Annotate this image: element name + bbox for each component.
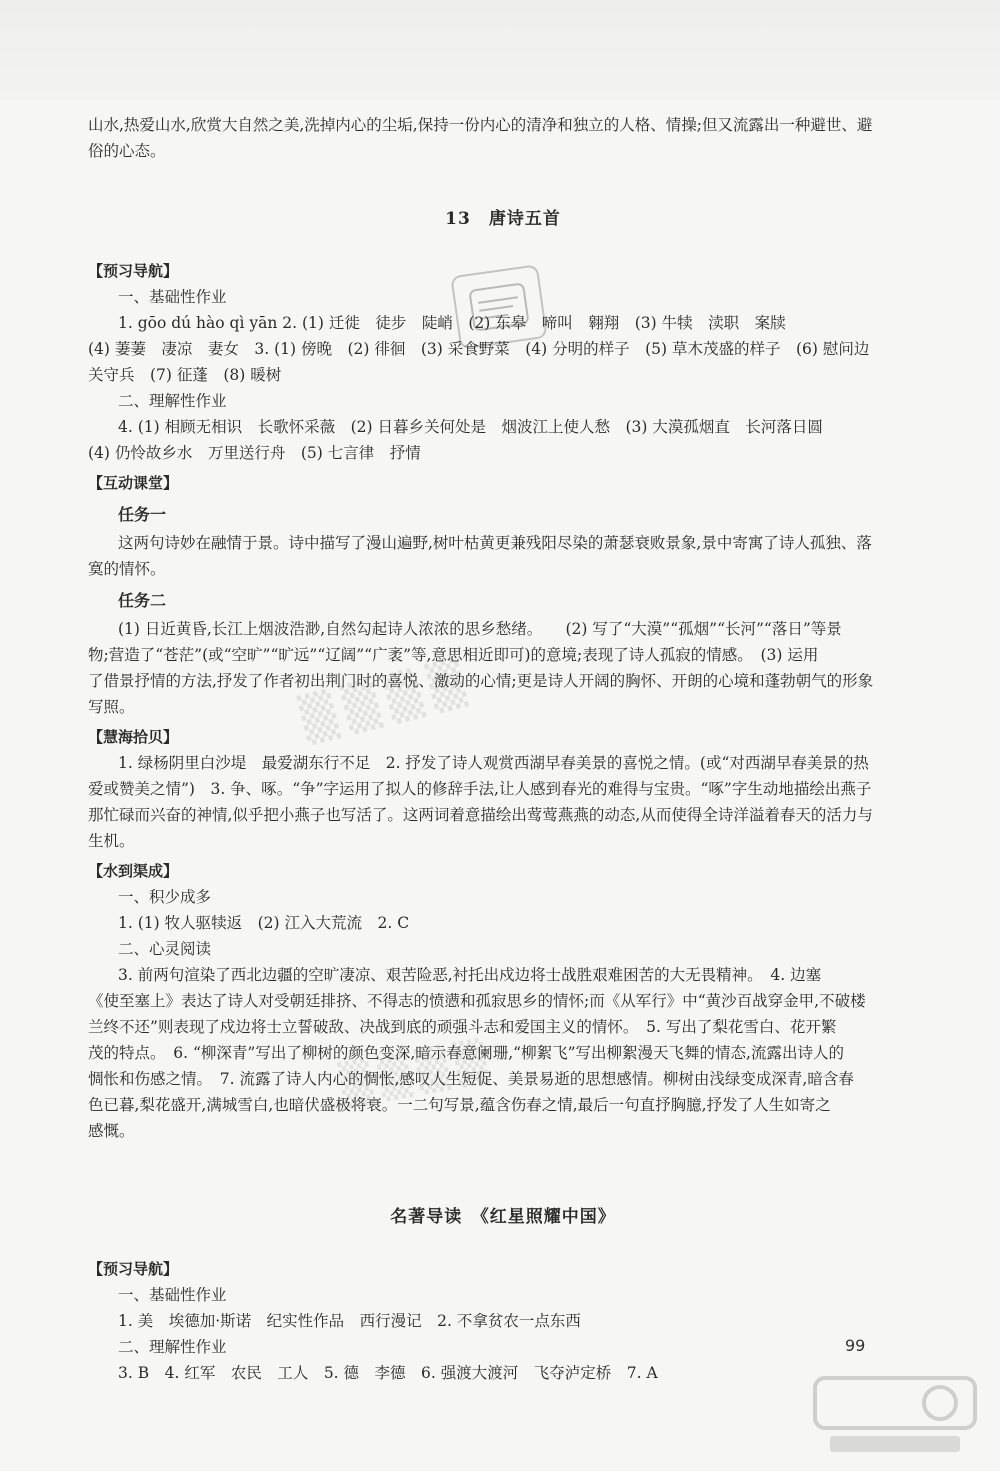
answer-line: 了借景抒情的方法,抒发了作者初出荆门时的喜悦、激动的心情;更是诗人开阔的胸怀、开朗的心境和蓬勃朝气的形象: [88, 672, 874, 690]
lesson-title: 13 唐诗五首: [445, 209, 561, 229]
answer-line: 这两句诗妙在融情于景。诗中描写了漫山遍野,树叶枯黄更兼残阳尽染的萧瑟衰败景象,景中寄寓了诗人孤独、落: [118, 534, 872, 552]
subsection-understanding: 二、理解性作业: [118, 1338, 227, 1356]
answer-line: 寞的情怀。: [88, 560, 166, 578]
subsection-basic: 一、基础性作业: [118, 288, 227, 306]
subsection-reading: 二、心灵阅读: [118, 940, 212, 958]
answer-line: 茂的特点。 6. “柳深青”写出了柳树的颜色变深,暗示春意阑珊,“柳絮飞”写出柳絮漫天飞舞的情态,流露出诗人的: [88, 1044, 844, 1062]
answer-line: 4. (1) 相顾无相识 长歌怀采薇 (2) 日暮乡关何处是 烟波江上使人愁 (3) 大漠孤烟直 长河落日圆: [118, 418, 823, 436]
subsection-understanding: 二、理解性作业: [118, 392, 227, 410]
answer-line: 色已暮,梨花盛开,满城雪白,也暗伏盛极将衰。一二句写景,蕴含伤春之情,最后一句直抒胸臆,抒发了人生如寄之: [88, 1096, 831, 1114]
section-heading-preview: 【预习导航】: [88, 262, 179, 280]
answer-line: 生机。: [88, 832, 135, 850]
subsection-accumulate: 一、积少成多: [118, 888, 212, 906]
subsection-basic: 一、基础性作业: [118, 1286, 227, 1304]
answer-line: 1. gōo dú hào qì yān 2. (1) 迁徙 徒步 陡峭 (2) 东皋 啼叫 翱翔 (3) 牛犊 渎职 案牍: [118, 314, 786, 332]
answer-line: (4) 萋萋 凄凉 妻女 3. (1) 傍晚 (2) 徘徊 (3) 采食野菜 (4) 分明的样子 (5) 草木茂盛的样子 (6) 慰问边: [88, 340, 870, 358]
section-heading-classic-preview: 【预习导航】: [88, 1260, 179, 1278]
scan-top-band: [0, 0, 1000, 100]
answer-line: 3. B 4. 红军 农民 工人 5. 德 李德 6. 强渡大渡河 飞夺泸定桥 7. A: [118, 1364, 658, 1382]
answer-line: 爱或赞美之情”) 3. 争、啄。“争”字运用了拟人的修辞手法,让人感到春光的难得与宝贵。“啄”字生动地描绘出燕子: [88, 780, 872, 798]
classic-reading-title: 名著导读 《红星照耀中国》: [390, 1207, 616, 1227]
page-number: 99: [845, 1336, 866, 1355]
answer-line: 那忙碌而兴奋的神情,似乎把小燕子也写活了。这两词着意描绘出莺莺燕燕的动态,从而使得全诗洋溢着春天的活力与: [88, 806, 873, 824]
watermark-overlay-lower: ▒▒▒▒: [337, 1036, 498, 1110]
answer-line: 1. 绿杨阴里白沙堤 最爱湖东行不足 2. 抒发了诗人观赏西湖早春美景的喜悦之情。(或“对西湖早春美景的热: [118, 754, 869, 772]
answer-line: 兰终不还”则表现了戍边将士立誓破敌、决战到底的顽强斗志和爱国主义的情怀。 5. 写出了梨花雪白、花开繁: [88, 1018, 837, 1036]
section-heading-wisdom: 【慧海拾贝】: [88, 728, 179, 746]
answer-line: (4) 仍怜故乡水 万里送行舟 (5) 七言律 抒情: [88, 444, 421, 462]
page-content: [88, 112, 918, 1386]
answer-line: (1) 日近黄昏,长江上烟波浩渺,自然勾起诗人浓浓的思乡愁绪。 (2) 写了“大漠”“孤烟”“长河”“落日”等景: [118, 620, 842, 638]
answer-line: 1. (1) 牧人驱犊返 (2) 江入大荒流 2. C: [118, 914, 410, 932]
answer-line: 1. 美 埃德加·斯诺 纪实性作品 西行漫记 2. 不拿贫农一点东西: [118, 1312, 581, 1330]
task-one-title: 任务一: [118, 505, 167, 524]
section-heading-classroom: 【互动课堂】: [88, 474, 179, 492]
answer-line: 关守兵 (7) 征蓬 (8) 暖树: [88, 366, 282, 384]
answer-line: 物;营造了“苍茫”(或“空旷”“旷远”“辽阔”“广袤”等,意思相近即可)的意境;表现了诗人孤寂的情感。 (3) 运用: [88, 646, 819, 664]
answer-line: 写照。: [88, 698, 135, 716]
intro-line-1: 山水,热爱山水,欣赏大自然之美,洗掉内心的尘垢,保持一份内心的清净和独立的人格、情操;但又流露出一种避世、避: [88, 116, 873, 134]
answer-line: 感慨。: [88, 1122, 135, 1140]
answer-line: 3. 前两句渲染了西北边疆的空旷凄凉、艰苦险恶,衬托出戍边将士战胜艰难困苦的大无畏精神。 4. 边塞: [118, 966, 822, 984]
intro-line-2: 俗的心态。: [88, 142, 166, 160]
section-heading-mastery: 【水到渠成】: [88, 862, 179, 880]
answer-line: 《使至塞上》表达了诗人对受朝廷排挤、不得志的愤懑和孤寂思乡的情怀;而《从军行》中“黄沙百战穿金甲,不破楼: [88, 992, 866, 1010]
answer-line: 惆怅和伤感之情。 7. 流露了诗人内心的惆怅,感叹人生短促、美景易逝的思想感情。柳树由浅绿变成深青,暗含春: [88, 1070, 854, 1088]
watermark-overlay: ▒▒▒▒: [296, 654, 479, 747]
site-logo-icon: [810, 1370, 980, 1460]
task-two-title: 任务二: [118, 591, 167, 610]
